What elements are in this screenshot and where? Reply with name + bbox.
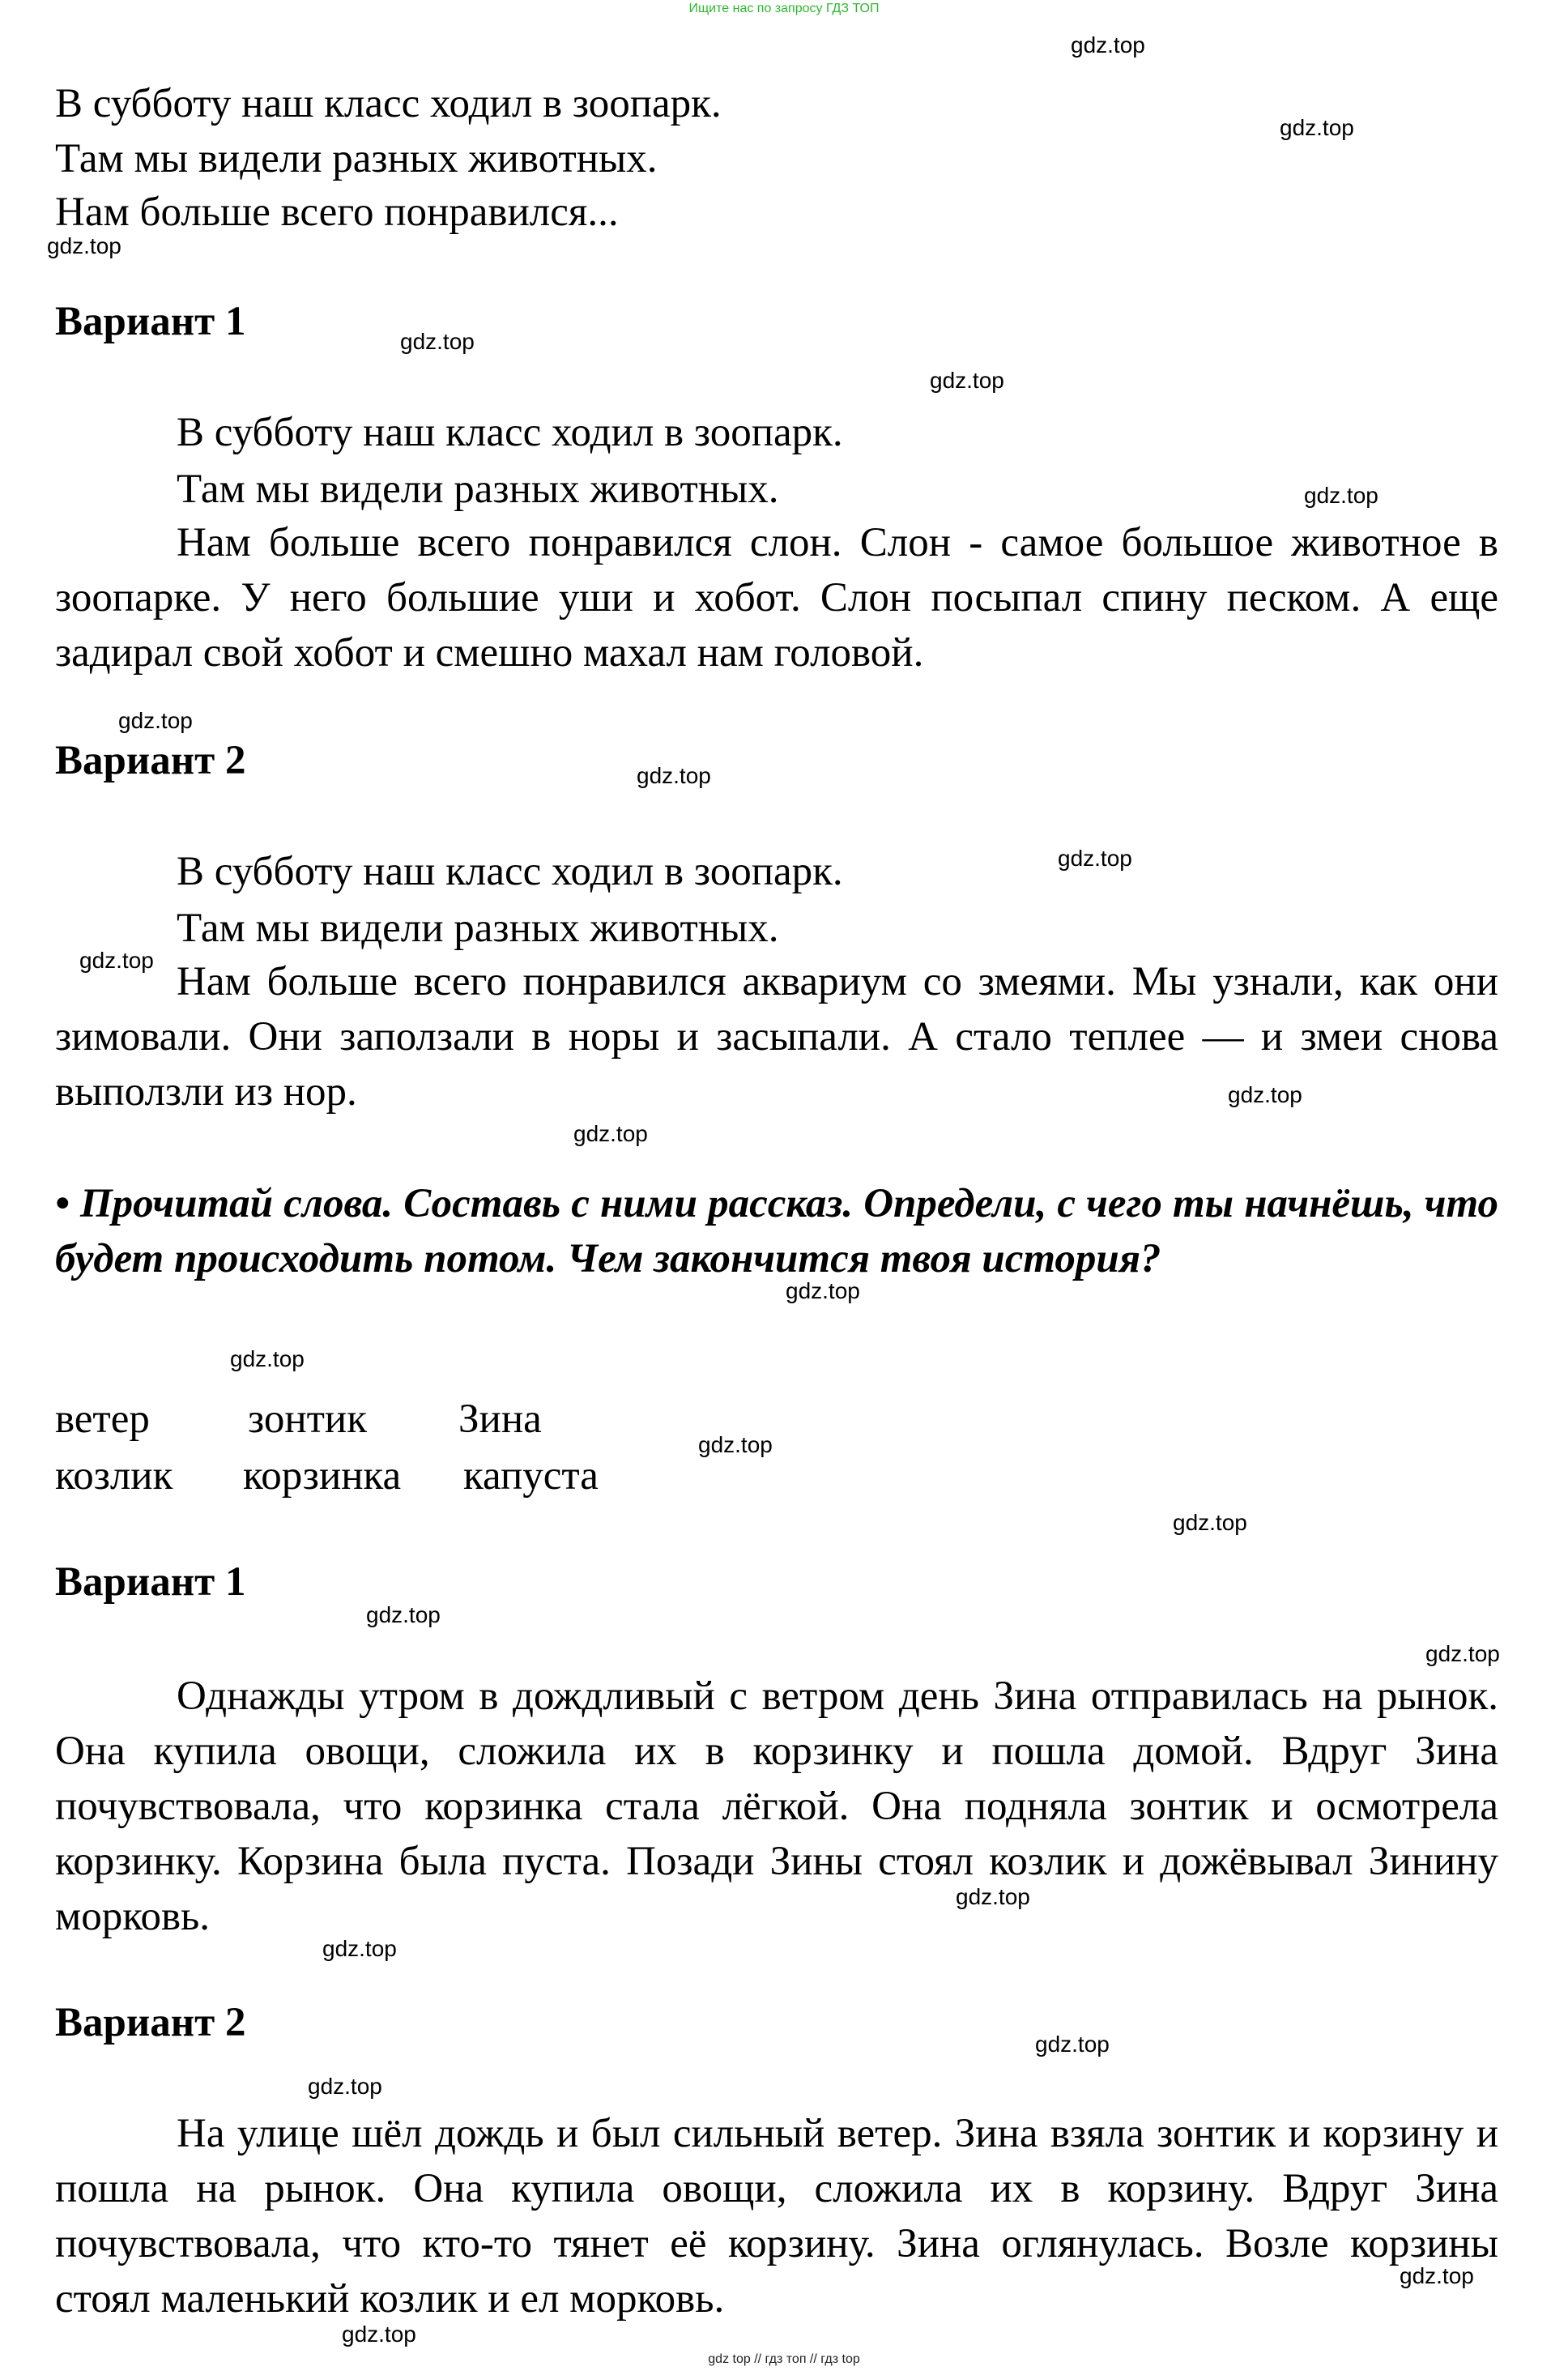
section1-variant2-heading: Вариант 2 (55, 738, 246, 783)
watermark: gdz.top (1228, 1082, 1302, 1107)
watermark: gdz.top (573, 1121, 648, 1146)
word-zina: Зина (458, 1396, 542, 1442)
task-instruction: Прочитай слова. Составь с ними рассказ. Определи, с чего ты начнёшь, что будет происходить потом. Чем закончится твоя история? (55, 1181, 1499, 1281)
watermark: gdz.top (47, 233, 121, 258)
footer: gdz top // гдз топ // гдз top (708, 2352, 860, 2366)
watermark: gdz.top (930, 368, 1004, 393)
section2-variant1-body (55, 1669, 1498, 1944)
watermark: gdz.top (1058, 846, 1132, 871)
watermark: gdz.top (786, 1278, 860, 1303)
s2v1-paragraph: Однажды утром в дождливый с ветром день Зина отправилась на рынок. Она купила овощи, сложила их в корзинку и пошла домой. Вдруг Зина почувствовала, что корзинка стала лёгкой. Она подняла зонтик и осмотрела корзинку. Корзина была пуста. Позади Зины стоял козлик и дожёвывал Зинину морковь. (55, 1674, 1498, 1939)
task-block (55, 1176, 1498, 1286)
intro-line-2: Там мы видели разных животных. (55, 136, 658, 181)
watermark: gdz.top (698, 1432, 773, 1457)
intro-line-1: В субботу наш класс ходил в зоопарк. (55, 81, 722, 126)
s1v2-line-2: Там мы видели разных животных. (177, 906, 779, 951)
task-text (55, 1176, 1498, 1286)
s1v2-paragraph: Нам больше всего понравился аквариум со змеями. Мы узнали, как они зимовали. Они заползали в норы и засыпали. А стало теплее — и змеи снова выползли из нор. (55, 959, 1498, 1115)
watermark: gdz.top (308, 2074, 382, 2099)
intro-line-3: Нам больше всего понравился... (55, 190, 619, 235)
section2-variant1-heading: Вариант 1 (55, 1559, 246, 1605)
watermark: gdz.top (956, 1884, 1030, 1909)
section1-variant1-heading: Вариант 1 (55, 299, 246, 344)
section2-variant2-heading: Вариант 2 (55, 2000, 246, 2045)
word-zontik: зонтик (248, 1396, 367, 1442)
s1v1-paragraph: Нам больше всего понравился слон. Слон - самое большое животное в зоопарке. У него большие уши и хобот. Слон посыпал спину песком. А еще задирал свой хобот и смешно махал нам головой. (55, 520, 1498, 676)
watermark: gdz.top (1280, 115, 1354, 140)
watermark: gdz.top (118, 708, 193, 733)
watermark: gdz.top (342, 2322, 416, 2347)
intro-text (55, 78, 1498, 238)
s1v1-line-2: Там мы видели разных животных. (177, 467, 779, 512)
watermark: gdz.top (1400, 2263, 1474, 2288)
watermark: gdz.top (322, 1936, 397, 1961)
section1-variant2-body (55, 846, 1498, 1119)
task-bullet: • (55, 1181, 70, 1226)
top-banner: Ищите нас по запросу ГДЗ ТОП (688, 2, 880, 15)
section1-variant1-body (55, 407, 1498, 680)
word-korzinka: корзинка (243, 1453, 402, 1499)
word-veter: ветер (55, 1396, 150, 1442)
watermark: gdz.top (366, 1602, 441, 1627)
s2v2-paragraph: На улице шёл дождь и был сильный ветер. Зина взяла зонтик и корзину и пошла на рынок. Она купила овощи, сложила их в корзину. Вдруг Зина почувствовала, что кто-то тянет её корзину. Зина оглянулась. Возле корзины стоял маленький козлик и ел морковь. (55, 2111, 1498, 2322)
s1v2-line-1: В субботу наш класс ходил в зоопарк. (177, 849, 843, 894)
watermark: gdz.top (1071, 32, 1145, 58)
word-kapusta: капуста (463, 1453, 599, 1499)
watermark: gdz.top (1304, 483, 1378, 508)
watermark: gdz.top (1035, 2032, 1110, 2057)
watermark: gdz.top (1425, 1641, 1500, 1666)
watermark: gdz.top (637, 763, 711, 788)
watermark: gdz.top (1173, 1510, 1247, 1535)
watermark: gdz.top (79, 948, 154, 973)
word-kozlik: козлик (55, 1453, 173, 1499)
watermark: gdz.top (230, 1346, 305, 1371)
section2-variant2-body (55, 2106, 1498, 2326)
watermark: gdz.top (400, 329, 475, 354)
s1v1-line-1: В субботу наш класс ходил в зоопарк. (177, 410, 843, 455)
